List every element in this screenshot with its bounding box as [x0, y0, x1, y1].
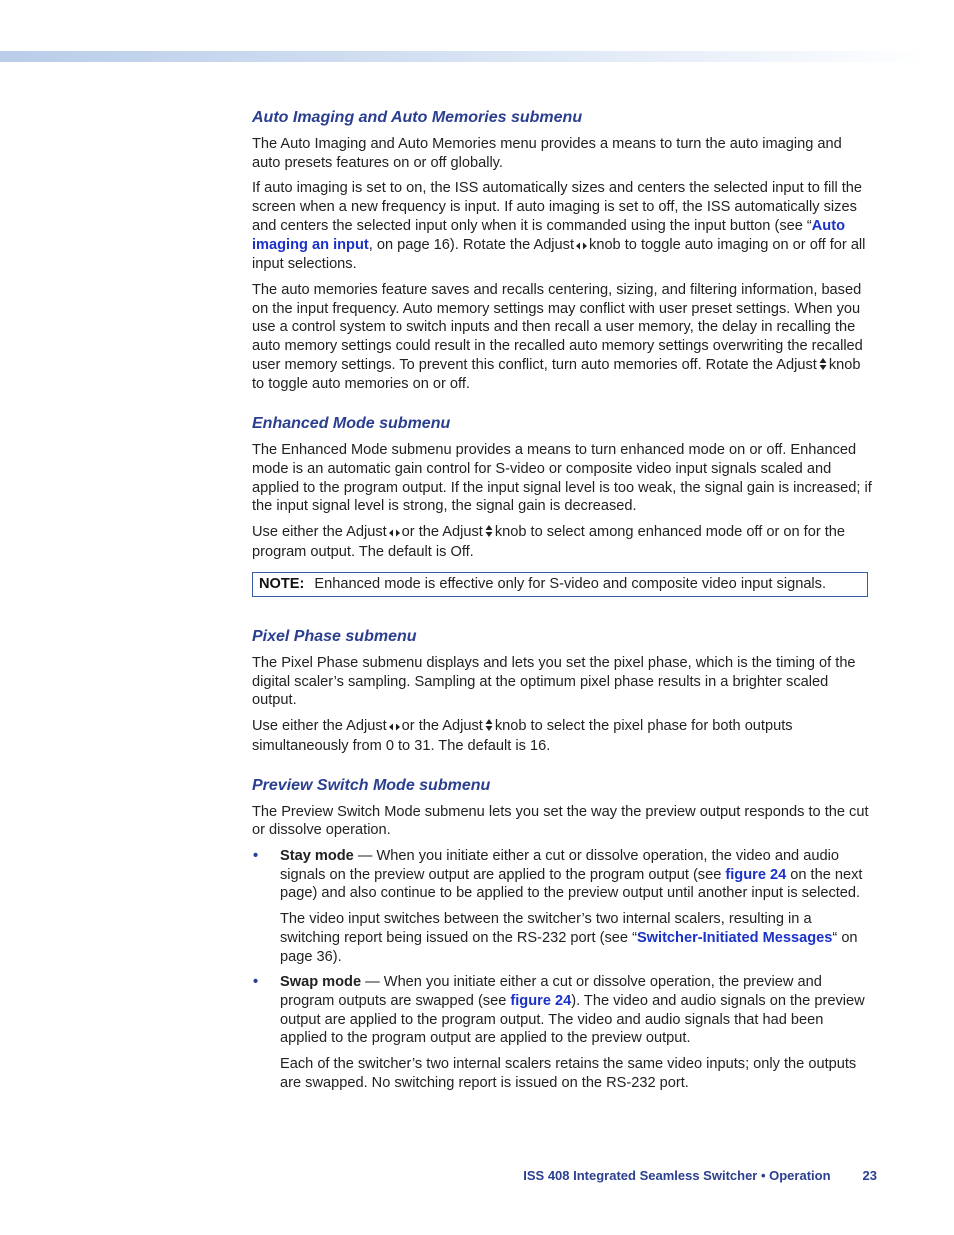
paragraph: The Preview Switch Mode submenu lets you set the way the preview output responds to the cut or dissolve operation. — [252, 803, 869, 839]
paragraph: The Pixel Phase submenu displays and lets you set the pixel phase, which is the timing of the digital scaler’s sampling. Sampling at the optimum pixel phase results in a brighter scaled output. — [252, 655, 856, 709]
auto-imaging-link[interactable]: Auto imaging an input — [252, 217, 845, 253]
section-enhanced-mode — [252, 414, 874, 597]
paragraph: The Auto Imaging and Auto Memories menu provides a means to turn the auto imaging and auto presets features on or off globally. — [252, 136, 842, 171]
paragraph: If auto imaging is set to on, the ISS automatically sizes and centers the selected input to fill the screen when a new frequency is input. If auto imaging is set to off, the ISS automatically sizes and centers the selected input only when it is commanded using the input button (see “Auto imaging an input, on page 16). Rotate the Adjust knob to toggle auto imaging on or off for all input selections. — [252, 180, 866, 273]
up-down-arrows-icon — [819, 357, 827, 376]
section-heading: Preview Switch Mode submenu — [252, 776, 491, 794]
page-number: 23 — [862, 1168, 877, 1183]
note-label: NOTE: — [259, 576, 305, 593]
section-auto-imaging — [252, 108, 874, 394]
up-down-arrows-icon — [485, 524, 493, 543]
figure-24-link[interactable]: figure 24 — [510, 992, 572, 1009]
left-right-arrows-icon — [389, 524, 400, 543]
switcher-initiated-messages-link[interactable]: Switcher-Initiated Messages — [636, 929, 833, 946]
header-gradient-bar — [0, 51, 930, 62]
paragraph: Use either the Adjust or the Adjust knob to select among enhanced mode off or on for the program output. The default is Off. — [252, 523, 846, 560]
section-heading: Pixel Phase submenu — [252, 628, 417, 646]
left-right-arrows-icon — [576, 237, 587, 256]
paragraph: The Enhanced Mode submenu provides a means to turn enhanced mode on or off. Enhanced mode is an automatic gain control for S-video or composite video input signals scaled and applied to the program output. If the input signal level is too weak, the signal gain is increased; if the input signal level is strong, the signal gain is decreased. — [252, 442, 872, 515]
list-item-swap-mode: • Swap mode — When you initiate either a cut or dissolve operation, the preview and program outputs are swapped (see figure 24). The video and audio signals on the preview output are applied to the program output. The video and audio signals that had been applied to the program output are applied to the preview output. Each of the switcher’s two internal scalers retains the same video inputs; only the outputs are swapped. No switching report is issued on the RS-232 port. — [252, 973, 874, 1092]
paragraph: The auto memories feature saves and recalls centering, sizing, and filtering information, based on the input frequency. Auto memory settings may conflict with user preset settings. When you use a control system to switch inputs and then recall a user memory, the delay in recalling the auto memory settings could result in the recalled auto memory settings overwriting the recalled user memory settings. To prevent this conflict, turn auto memories off. Rotate the Adjust knob to toggle auto memories on or off. — [252, 281, 863, 393]
section-preview-switch-mode — [252, 776, 874, 1093]
paragraph: Each of the switcher’s two internal scalers retains the same video inputs; only the outputs are swapped. No switching report is issued on the RS-232 port. — [280, 1056, 857, 1091]
footer-title: ISS 408 Integrated Seamless Switcher • Operation — [523, 1168, 831, 1183]
left-right-arrows-icon — [389, 718, 400, 737]
section-pixel-phase — [252, 627, 874, 756]
note-box — [252, 572, 868, 597]
page-footer — [523, 1168, 877, 1183]
bullet: • — [253, 974, 259, 991]
bullet: • — [253, 847, 259, 864]
paragraph: Use either the Adjust or the Adjust knob to select the pixel phase for both outputs simultaneously from 0 to 31. The default is 16. — [252, 718, 793, 754]
up-down-arrows-icon — [485, 718, 493, 737]
mode-list — [252, 847, 874, 1092]
page-content — [252, 108, 874, 1099]
swap-mode-label: Swap mode — [280, 974, 362, 991]
section-heading: Auto Imaging and Auto Memories submenu — [252, 109, 583, 126]
section-heading: Enhanced Mode submenu — [252, 415, 451, 433]
figure-24-link[interactable]: figure 24 — [725, 866, 787, 883]
note-text: Enhanced mode is effective only for S-video and composite video input signals. — [314, 576, 827, 593]
stay-mode-label: Stay mode — [280, 847, 354, 864]
list-item-stay-mode: • Stay mode — When you initiate either a cut or dissolve operation, the video and audio signals on the preview output are applied to the program output (see figure 24 on the next page) and also continue to be applied to the preview output until another input is selected. The video input switches between the switcher’s two internal scalers, resulting in a switching report being issued on the RS-232 port (see “Switcher-Initiated Messages“ on page 36). — [253, 847, 863, 965]
